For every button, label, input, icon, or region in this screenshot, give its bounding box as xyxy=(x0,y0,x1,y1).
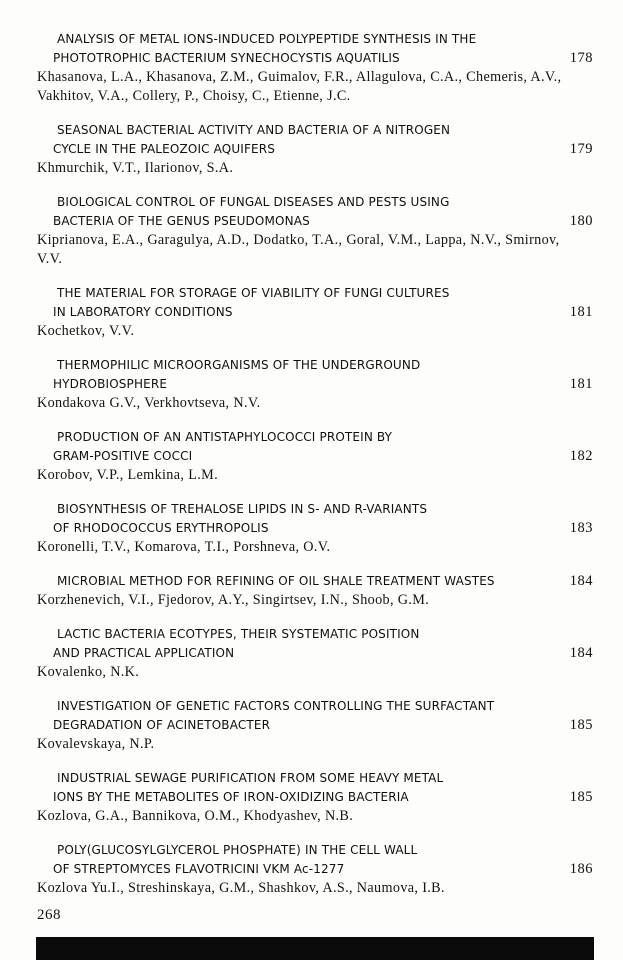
entry-title-line: LACTIC BACTERIA ECOTYPES, THEIR SYSTEMATIC POSITION xyxy=(57,627,420,641)
toc-entry xyxy=(37,121,593,178)
entry-title-line: BIOSYNTHESIS OF TREHALOSE LIPIDS IN S- AND R-VARIANTS xyxy=(57,502,428,516)
entry-page-number: 182 xyxy=(569,448,593,464)
entry-title-line: PHOTOTROPHIC BACTERIUM SYNECHOCYSTIS AQUATILIS xyxy=(53,51,400,65)
entry-page-number: 185 xyxy=(569,789,593,805)
entry-title xyxy=(53,356,549,394)
entry-title-row xyxy=(37,572,593,591)
entry-page-number: 181 xyxy=(569,376,593,392)
toc-entry xyxy=(37,193,593,269)
entry-title-row xyxy=(37,284,593,322)
entry-title-line: BIOLOGICAL CONTROL OF FUNGAL DISEASES AND PESTS USING xyxy=(57,195,450,209)
entry-page-number: 179 xyxy=(569,141,593,157)
entry-title-row xyxy=(37,697,593,735)
entry-title-line: SEASONAL BACTERIAL ACTIVITY AND BACTERIA OF A NITROGEN xyxy=(57,123,451,137)
toc-entry xyxy=(37,356,593,413)
entry-title-row xyxy=(37,500,593,538)
entry-title-line: HYDROBIOSPHERE xyxy=(53,377,168,391)
entry-title xyxy=(53,284,549,322)
entry-authors: Koronelli, T.V., Komarova, T.I., Porshneva, O.V. xyxy=(37,539,331,555)
entry-title-line: INVESTIGATION OF GENETIC FACTORS CONTROLLING THE SURFACTANT xyxy=(57,699,495,713)
entry-page-number: 186 xyxy=(569,861,593,877)
entry-title-line: THE MATERIAL FOR STORAGE OF VIABILITY OF FUNGI CULTURES xyxy=(57,286,450,300)
entry-page-number: 185 xyxy=(569,717,593,733)
entry-authors: Kiprianova, E.A., Garagulya, A.D., Dodatko, T.A., Goral, V.M., Lappa, N.V., Smirnov, V.V. xyxy=(37,232,560,267)
toc-entry xyxy=(37,572,593,610)
entry-authors: Khmurchik, V.T., Ilarionov, S.A. xyxy=(37,160,234,176)
entry-authors: Khasanova, L.A., Khasanova, Z.M., Guimalov, F.R., Allagulova, C.A., Chemeris, A.V., Vakhitov, V.A., Collery, P., Choisy, C., Etienne, J.C. xyxy=(37,69,562,104)
entry-title-row xyxy=(37,30,593,68)
toc-entry xyxy=(37,769,593,826)
entry-title-line: PRODUCTION OF AN ANTISTAPHYLOCOCCI PROTEIN BY xyxy=(57,430,393,444)
entry-title-line: DEGRADATION OF ACINETOBACTER xyxy=(53,718,271,732)
entry-authors: Korzhenevich, V.I., Fjedorov, A.Y., Singirtsev, I.N., Shoob, G.M. xyxy=(37,592,430,608)
entry-title-line: THERMOPHILIC MICROORGANISMS OF THE UNDERGROUND xyxy=(57,358,421,372)
entry-title xyxy=(53,30,549,68)
entry-title-row xyxy=(37,625,593,663)
entry-title-line: INDUSTRIAL SEWAGE PURIFICATION FROM SOME HEAVY METAL xyxy=(57,771,444,785)
entry-page-number: 183 xyxy=(569,520,593,536)
entry-title-row xyxy=(37,428,593,466)
entry-page-number: 181 xyxy=(569,304,593,320)
entry-authors: Kondakova G.V., Verkhovtseva, N.V. xyxy=(37,395,261,411)
entry-title xyxy=(53,697,549,735)
entry-page-number: 184 xyxy=(569,573,593,589)
entry-authors: Kovalevskaya, N.P. xyxy=(37,736,155,752)
entry-title-line: AND PRACTICAL APPLICATION xyxy=(53,646,235,660)
entry-authors: Korobov, V.P., Lemkina, L.M. xyxy=(37,467,218,483)
entry-page-number: 184 xyxy=(569,645,593,661)
entry-title-line: BACTERIA OF THE GENUS PSEUDOMONAS xyxy=(53,214,310,228)
toc-entry xyxy=(37,284,593,341)
scan-bottom-edge xyxy=(36,937,594,960)
entry-title xyxy=(53,500,549,538)
entry-title xyxy=(53,121,549,159)
toc-entry xyxy=(37,428,593,485)
entry-title xyxy=(53,193,549,231)
entry-title-line: IONS BY THE METABOLITES OF IRON-OXIDIZING BACTERIA xyxy=(53,790,409,804)
entry-title-row xyxy=(37,769,593,807)
entry-page-number: 180 xyxy=(569,213,593,229)
toc-entry xyxy=(37,625,593,682)
entry-title-line: OF STREPTOMYCES FLAVOTRICINI VKM Ac-1277 xyxy=(53,862,345,876)
entry-authors: Kozlova, G.A., Bannikova, O.M., Khodyashev, N.B. xyxy=(37,808,354,824)
entry-title-line: POLY(GLUCOSYLGLYCEROL PHOSPHATE) IN THE CELL WALL xyxy=(57,843,418,857)
entry-title-line: MICROBIAL METHOD FOR REFINING OF OIL SHALE TREATMENT WASTES xyxy=(57,574,495,588)
entry-authors: Kochetkov, V.V. xyxy=(37,323,135,339)
entry-authors: Kozlova Yu.I., Streshinskaya, G.M., Shashkov, A.S., Naumova, I.B. xyxy=(37,880,445,896)
entry-title-row xyxy=(37,841,593,879)
entry-title-line: GRAM-POSITIVE COCCI xyxy=(53,449,193,463)
entry-title-row xyxy=(37,193,593,231)
entry-page-number: 178 xyxy=(569,50,593,66)
entry-title xyxy=(53,841,549,879)
entry-title xyxy=(53,572,549,591)
toc-entry xyxy=(37,500,593,557)
entry-title xyxy=(53,428,549,466)
entry-title-line: CYCLE IN THE PALEOZOIC AQUIFERS xyxy=(53,142,276,156)
entry-title xyxy=(53,769,549,807)
entry-authors: Kovalenko, N.K. xyxy=(37,664,140,680)
entry-title-row xyxy=(37,121,593,159)
entry-title-row xyxy=(37,356,593,394)
toc-entry xyxy=(37,30,593,106)
entry-title xyxy=(53,625,549,663)
page-number: 268 xyxy=(37,907,61,923)
entry-title-line: OF RHODOCOCCUS ERYTHROPOLIS xyxy=(53,521,269,535)
toc-entry xyxy=(37,841,593,898)
entry-title-line: ANALYSIS OF METAL IONS-INDUCED POLYPEPTIDE SYNTHESIS IN THE xyxy=(57,32,477,46)
entry-title-line: IN LABORATORY CONDITIONS xyxy=(53,305,233,319)
toc-entry xyxy=(37,697,593,754)
toc-list xyxy=(37,30,593,913)
